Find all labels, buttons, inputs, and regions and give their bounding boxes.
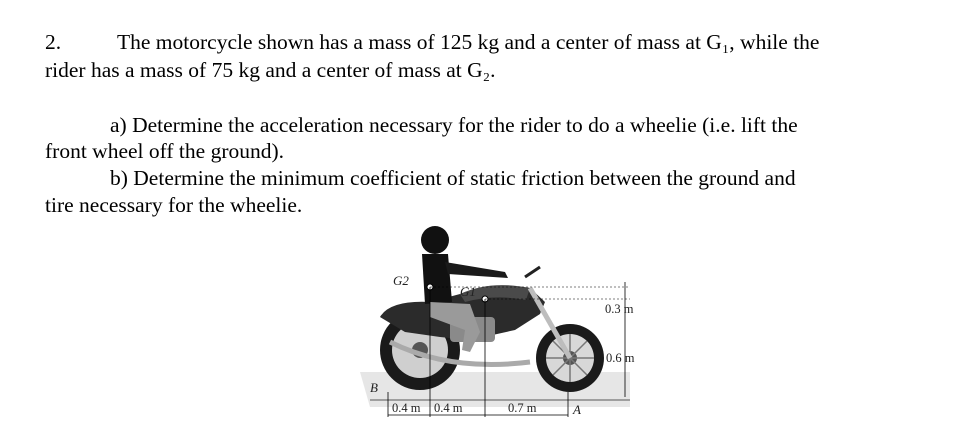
label-a: A bbox=[573, 402, 581, 417]
part-a-line-2: front wheel off the ground). bbox=[45, 139, 285, 163]
dimension-3: 0.7 m bbox=[508, 401, 537, 415]
dimension-1: 0.4 m bbox=[392, 401, 421, 415]
problem-statement-1: The motorcycle shown has a mass of 125 kg and a center of mass at G₁, while the bbox=[117, 30, 820, 54]
problem-statement-2: rider has a mass of 75 kg and a center of mass at G₂. bbox=[45, 58, 496, 82]
dimension-2: 0.4 m bbox=[434, 401, 463, 415]
label-b: B bbox=[370, 380, 378, 395]
part-b-line-2: tire necessary for the wheelie. bbox=[45, 193, 303, 217]
label-g1: G1 bbox=[460, 284, 476, 299]
part-b-line-1: b) Determine the minimum coefficient of static friction between the ground and bbox=[110, 166, 796, 190]
dimension-top-right: 0.3 m bbox=[605, 302, 634, 316]
problem-line-1 bbox=[45, 29, 819, 55]
motorcycle-figure bbox=[330, 222, 660, 427]
problem-number: 2. bbox=[45, 30, 62, 54]
part-a-line-1: a) Determine the acceleration necessary for the rider to do a wheelie (i.e. lift the bbox=[110, 113, 798, 137]
dimension-right: 0.6 m bbox=[606, 351, 635, 365]
label-g2: G2 bbox=[393, 273, 409, 288]
